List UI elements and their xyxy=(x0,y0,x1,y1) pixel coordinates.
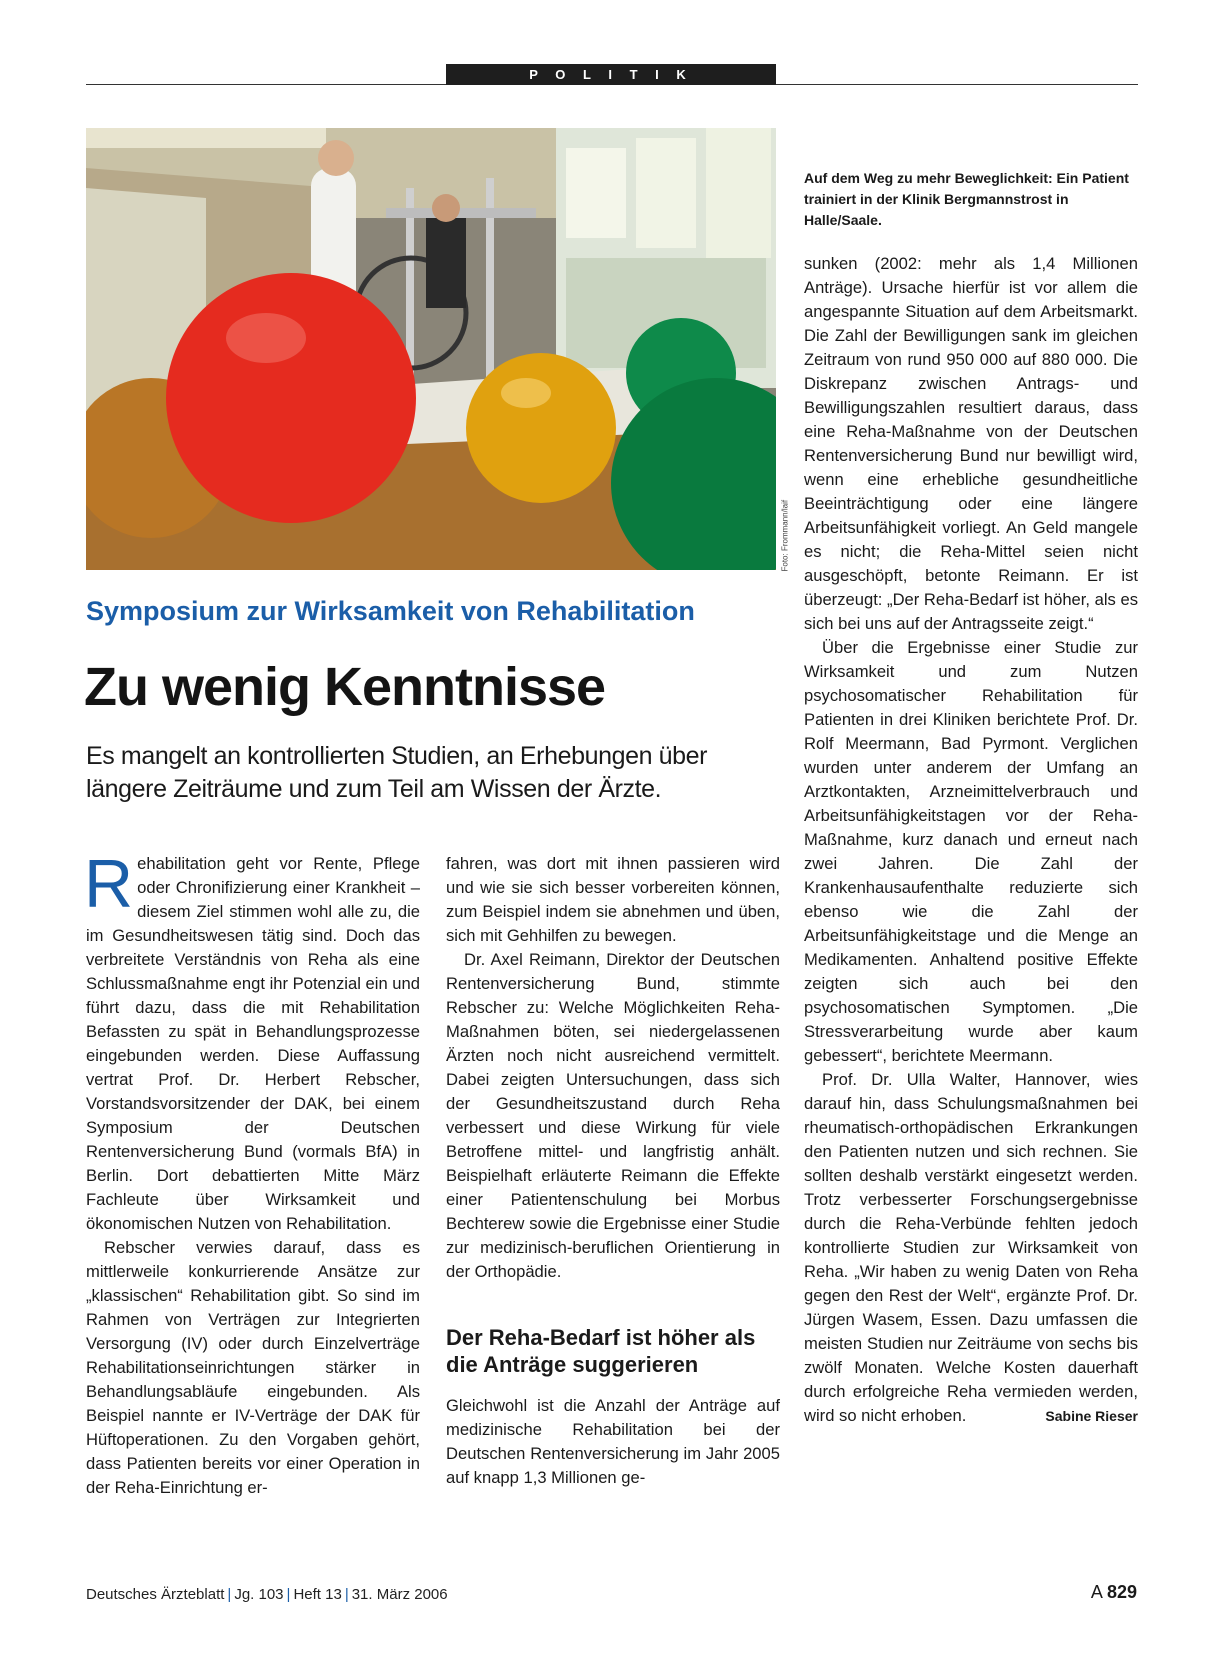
issue: Heft 13 xyxy=(293,1586,342,1603)
paragraph: Dr. Axel Reimann, Direktor der Deutschen Rentenversicherung Bund, stimmte Rebscher zu: Welche Möglichkeiten Reha-Maßnahmen böten, sei niedergelassenen Ärzten noch nicht ausreichend vermittelt. Dabei zeigten Untersuchungen, dass sich der Gesundheitszustand durch Reha verbessert und diese Wirkung für viele Betroffene mittel- und langfristig anhält. Beispielhaft erläuterte Reimann die Effekte einer Patientenschulung bei Morbus Bechterew sowie die Ergebnisse einer Studie zur medizinisch-beruflichen Orientierung in der Orthopädie. xyxy=(446,950,780,1281)
article-photo xyxy=(86,128,776,570)
kicker: Symposium zur Wirksamkeit von Rehabilitation xyxy=(86,596,695,626)
lead-paragraph: Es mangelt an kontrollierten Studien, an Erhebungen über längere Zeiträume und zum Teil am Wissen der Ärzte. xyxy=(86,742,708,803)
column-2 xyxy=(446,852,780,1490)
section-label: P O L I T I K xyxy=(446,64,776,85)
paragraph: Prof. Dr. Ulla Walter, Hannover, wies darauf hin, dass Schulungsmaßnahmen bei rheumatisch-orthopädischen Erkrankungen den Patienten nutzen und sich rechnen. Sie sollten deshalb verstärkt eingesetzt werden. Trotz verbesserter Forschungsergebnisse durch die Reha-Verbünde fehlten jedoch kontrollierte Studien zur Wirksamkeit von Reha. „Wir haben zu wenig Daten von Reha gegen den Rest der Welt“, ergänzte Prof. Dr. Jürgen Wasem, Essen. Dazu umfassen die meisten Studien nur Zeiträume von sechs bis zwölf Monaten. Welche Kosten dauerhaft durch erfolgreiche Reha vermieden werden, wird so nicht erhoben. Sabine Rieser xyxy=(804,1068,1138,1428)
column-3 xyxy=(804,252,1138,1428)
paragraph: Rehabilitation geht vor Rente, Pflege oder Chronifizierung einer Krankheit – diesem Ziel stimmen wohl alle zu, die im Gesundheitswesen tätig sind. Doch das verbreitete Verständnis von Reha als eine Schlussmaßnahme engt ihr Potenzial ein und führt dazu, dass die mit Rehabilitation Befassten zu spät in Behandlungsprozesse eingebunden werden. Diese Auffassung vertrat Prof. Dr. Herbert Rebscher, Vorstandsvorsitzender der DAK, bei einem Symposium der Deutschen Rentenversicherung Bund (vormals BfA) in Berlin. Dort debattierten Mitte März Fachleute über Wirksamkeit und ökonomischen Nutzen von Rehabilitation. xyxy=(84,846,420,1233)
paragraph: Rebscher verwies darauf, dass es mittlerweile konkurrierende Ansätze zur „klassischen“ Rehabilitation gibt. So sind im Rahmen von Verträgen zur Integrierten Versorgung (IV) oder durch Einzelverträge Rehabilitationseinrichtungen stärker in Behandlungsabläufe eingebunden. Als Beispiel nannte er IV-Verträge der DAK für Hüftoperationen. Zu den Vorgaben gehört, dass Patienten bereits vor einer Operation in der Reha-Einrichtung er- xyxy=(86,1238,420,1497)
subheading: Der Reha-Bedarf ist höher als die Anträge suggerieren xyxy=(446,1325,756,1377)
headline: Zu wenig Kenntnisse xyxy=(84,657,606,717)
photo-credit: Foto: Frommann/laif xyxy=(780,499,790,572)
column-1 xyxy=(84,846,420,1500)
footer: Deutsches Ärzteblatt | Jg. 103 | Heft 13 | 31. März 2006 xyxy=(86,1586,448,1603)
paragraph: fahren, was dort mit ihnen passieren wird und wie sie sich besser vorbereiten können, zum Beispiel indem sie abnehmen und üben, sich mit Gehhilfen zu bewegen. xyxy=(446,854,780,945)
volume: Jg. 103 xyxy=(234,1586,284,1603)
author: Sabine Rieser xyxy=(1045,1408,1138,1424)
rehab-gym-illustration xyxy=(86,128,776,570)
date: 31. März 2006 xyxy=(351,1586,448,1603)
page-number: A 829 xyxy=(1090,1582,1137,1602)
photo-caption: Auf dem Weg zu mehr Beweglichkeit: Ein Patient trainiert in der Klinik Bergmannstrost in Halle/Saale. xyxy=(804,170,1129,228)
paragraph: Über die Ergebnisse einer Studie zur Wirksamkeit und zum Nutzen psychosomatischer Rehabilitation für Patienten in drei Kliniken berichtete Prof. Dr. Rolf Meermann, Bad Pyrmont. Verglichen wurden unter anderem der Umfang an Arztkontakten, Arzneimittelverbrauch und Arbeitsunfähigkeitstagen vor der Reha-Maßnahme, kurz danach und erneut nach zwei Jahren. Die Zahl der Krankenhausaufenthalte reduzierte sich ebenso wie die Zahl der Arbeitsunfähigkeitstage und die Menge an Medikamenten. Anhaltend positive Effekte zeigten sich auch bei den psychosomatischen Symptomen. „Die Stressverarbeitung wurde aber kaum gebessert“, berichtete Meermann. xyxy=(804,638,1138,1065)
journal-name: Deutsches Ärzteblatt xyxy=(86,1586,225,1603)
paragraph: sunken (2002: mehr als 1,4 Millionen Anträge). Ursache hierfür ist vor allem die angespannte Situation auf dem Arbeitsmarkt. Die Zahl der Bewilligungen sank im gleichen Zeitraum von rund 950 000 auf 880 000. Die Diskrepanz zwischen Antrags- und Bewilligungszahlen resultiert daraus, dass eine Reha-Maßnahme von der Deutschen Rentenversicherung Bund nur bewilligt wird, wenn eine erhebliche gesundheitliche Beeinträchtigung oder eine längere Arbeitsunfähigkeit vorliegt. An Geld mangele es nicht; die Reha-Mittel seien nicht ausgeschöpft, betonte Reimann. Er ist überzeugt: „Der Reha-Bedarf ist höher, als es sich bei uns auf der Antragsseite zeigt.“ xyxy=(804,254,1138,633)
paragraph: Gleichwohl ist die Anzahl der Anträge auf medizinische Rehabilitation bei der Deutschen Rentenversicherung im Jahr 2005 auf knapp 1,3 Millionen ge- xyxy=(446,1396,780,1487)
dropcap: R xyxy=(84,846,134,922)
